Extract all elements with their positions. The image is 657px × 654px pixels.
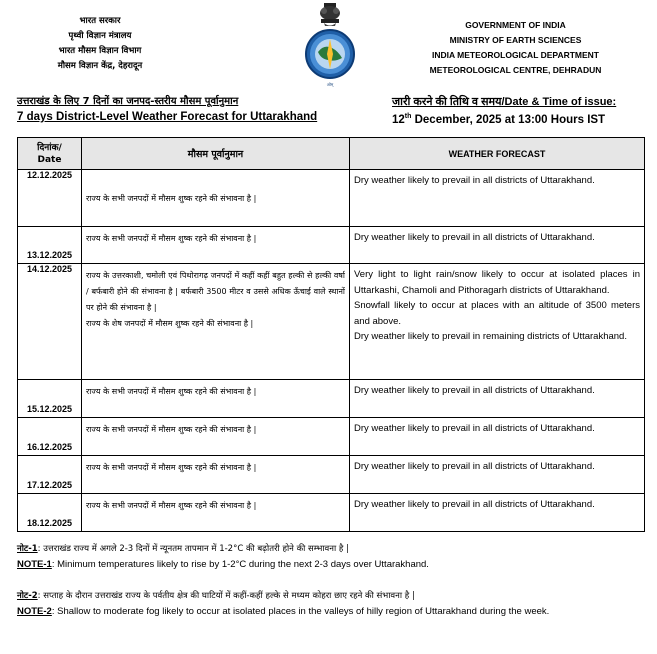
row-date: 15.12.2025 [18, 380, 82, 418]
note-2 [17, 589, 549, 619]
forecast-title-hindi: उत्तराखंड के लिए 7 दिनों का जनपद-स्तरीय मौसम पूर्वानुमान [17, 96, 239, 107]
row-date: 12.12.2025 [18, 170, 82, 227]
header-hindi-line: भारत सरकार [79, 16, 121, 26]
note-1 [17, 542, 429, 572]
table-row [18, 170, 645, 227]
row-forecast-hindi: राज्य के सभी जनपदों में मौसम शुष्क रहने की संभावना है | [82, 456, 350, 494]
forecast-title-english: 7 days District-Level Weather Forecast for Uttarakhand [17, 111, 318, 123]
row-forecast-hindi: राज्य के उत्तरकाशी, चमोली एवं पिथोरागढ़ जनपदों में कहीं कहीं बहुत हल्की से हल्की वर्षा / बर्फबारी होने की संभावना है | बर्फबारी 3500 मीटर व उससे अधिक ऊँचाई वाले स्थानों पर होने की संभावना है | राज्य के शेष जनपदों में मौसम शुष्क रहने की संभावना है | [82, 264, 350, 380]
forecast-table [17, 137, 645, 532]
header-english-line: GOVERNMENT OF INDIA [465, 20, 566, 30]
row-date: 17.12.2025 [18, 456, 82, 494]
table-row [18, 380, 645, 418]
table-header-row [18, 138, 645, 170]
note-1-english: NOTE-1: Minimum temperatures likely to rise by 1-2°C during the next 2-3 days over Uttarakhand. [17, 559, 429, 570]
note-1-hindi: नोट-1: उत्तराखंड राज्य में अगले 2-3 दिनों में न्यूनतम तापमान में 1-2°C की बढ़ोतरी होने की सम्भावना है | [17, 544, 349, 554]
issue-label: जारी करने की तिथि व समय/Date & Time of issue: [392, 96, 617, 108]
issue-suffix: th [404, 113, 412, 120]
row-forecast-english: Dry weather likely to prevail in all districts of Uttarakhand. [350, 170, 645, 227]
note-2-hindi: नोट-2: सप्ताह के दौरान उत्तराखंड राज्य के पर्वतीय क्षेत्र की घाटियों में कहीं-कहीं हल्के से मध्यम कोहरा छाए रहने की संभावना है | [17, 591, 415, 601]
row-forecast-hindi: राज्य के सभी जनपदों में मौसम शुष्क रहने की संभावना है | [82, 494, 350, 532]
table-row [18, 494, 645, 532]
row-date: 18.12.2025 [18, 494, 82, 532]
table-row [18, 227, 645, 264]
row-date: 16.12.2025 [18, 418, 82, 456]
header-hindi [30, 14, 170, 74]
forecast-title [17, 95, 317, 125]
row-forecast-english: Dry weather likely to prevail in all districts of Uttarakhand. [350, 456, 645, 494]
column-header-english: WEATHER FORECAST [350, 138, 645, 170]
svg-text:ओम्: ओम् [326, 82, 334, 87]
issue-rest: December, 2025 at 13:00 Hours IST [411, 113, 606, 126]
column-header-hindi: मौसम पूर्वानुमान [82, 138, 350, 170]
header-hindi-line: मौसम विज्ञान केंद्र, देहरादून [57, 61, 143, 71]
note-2-english: NOTE-2: Shallow to moderate fog likely to occur at isolated places in the valleys of hilly region of Uttarakhand during the week. [17, 606, 550, 617]
header-english-line: MINISTRY OF EARTH SCIENCES [449, 35, 582, 45]
row-forecast-english: Dry weather likely to prevail in all districts of Uttarakhand. [350, 494, 645, 532]
row-forecast-hindi: राज्य के सभी जनपदों में मौसम शुष्क रहने की संभावना है | [82, 170, 350, 227]
row-forecast-hindi: राज्य के सभी जनपदों में मौसम शुष्क रहने की संभावना है | [82, 227, 350, 264]
row-forecast-english: Dry weather likely to prevail in all districts of Uttarakhand. [350, 418, 645, 456]
row-forecast-english: Dry weather likely to prevail in all districts of Uttarakhand. [350, 227, 645, 264]
imd-emblem-icon [302, 2, 358, 88]
row-forecast-hindi: राज्य के सभी जनपदों में मौसम शुष्क रहने की संभावना है | [82, 380, 350, 418]
column-header-date: दिनांक/ Date [18, 138, 82, 170]
row-forecast-hindi: राज्य के सभी जनपदों में मौसम शुष्क रहने की संभावना है | [82, 418, 350, 456]
table-row [18, 418, 645, 456]
header-english-line: INDIA METEOROLOGICAL DEPARTMENT [431, 50, 599, 60]
row-forecast-english: Very light to light rain/snow likely to occur at isolated places in Uttarkashi, Chamoli and Pithoragarh districts of Uttarakhand. Snowfall likely to occur at places with an altitude of 3500 meters and above. Dry weather likely to prevail in remaining districts of Uttarakhand. [350, 264, 645, 380]
header-hindi-line: भारत मौसम विज्ञान विभाग [58, 46, 142, 56]
issue-datetime [392, 95, 616, 128]
header-english [398, 18, 633, 78]
table-row [18, 264, 645, 380]
row-date: 14.12.2025 [18, 264, 82, 380]
issue-value [392, 109, 616, 128]
issue-day: 12 [392, 113, 405, 126]
header-hindi-line: पृथ्वी विज्ञान मंत्रालय [68, 31, 132, 41]
table-row [18, 456, 645, 494]
row-forecast-english: Dry weather likely to prevail in all districts of Uttarakhand. [350, 380, 645, 418]
row-date: 13.12.2025 [18, 227, 82, 264]
header-english-line: METEOROLOGICAL CENTRE, DEHRADUN [429, 65, 602, 75]
